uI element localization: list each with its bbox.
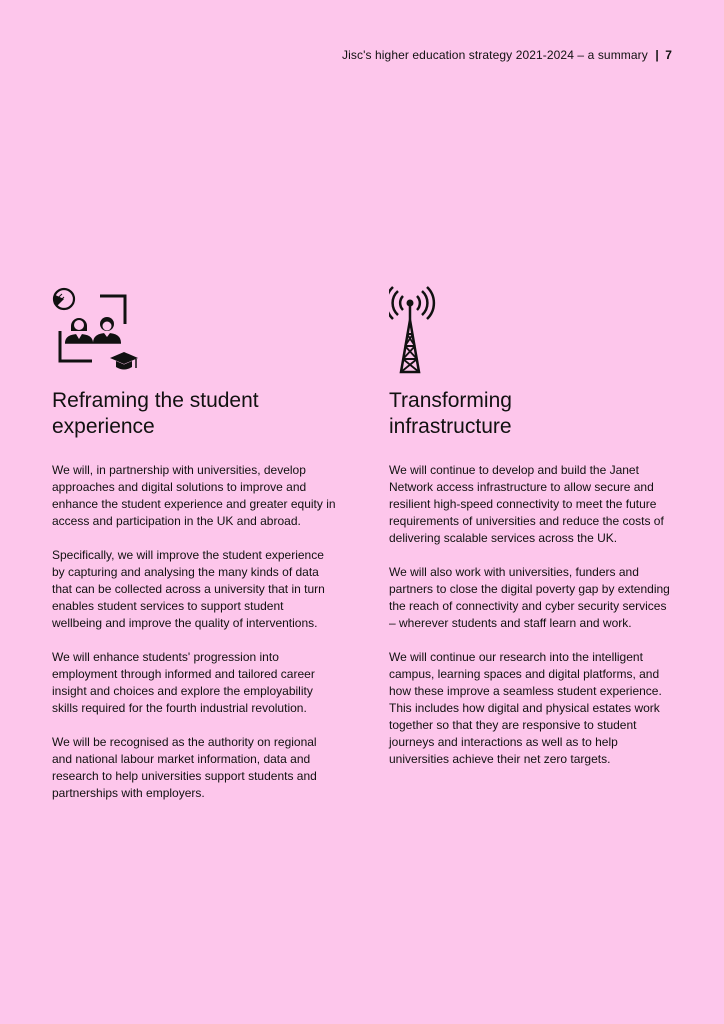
header-separator: | [655, 48, 659, 62]
heading-line-2: infrastructure [389, 415, 512, 438]
heading-line-1: Reframing the student [52, 389, 259, 412]
body-paragraph: We will, in partnership with universities, develop approaches and digital solutions to improve and enhance the student experience and greater equity in access and participation in the UK and abroad. [52, 463, 336, 528]
section-infrastructure [389, 286, 673, 785]
body-paragraph: We will be recognised as the authority on regional and national labour market information, data and research to help universities support students and partnerships with employers. [52, 735, 317, 800]
page-number: 7 [665, 48, 672, 62]
body-paragraph: We will continue our research into the intelligent campus, learning spaces and digital platforms, and how these improve a seamless student experience. This includes how digital and physical estates work together so that they are responsive to student journeys and interactions as well as to help universities achieve their net zero targets. [389, 650, 662, 766]
body-paragraph: Specifically, we will improve the student experience by capturing and analysing the many kinds of data that can be collected across a university that in turn enables student services to support student wellbeing and improve the quality of interventions. [52, 548, 325, 630]
section-heading [389, 388, 673, 440]
running-header [342, 48, 672, 62]
running-title: Jisc's higher education strategy 2021-2024 – a summary [342, 48, 648, 62]
transmission-tower-icon [389, 286, 673, 388]
section-student-experience [52, 286, 336, 819]
body-paragraph: We will also work with universities, funders and partners to close the digital poverty gap by extending the reach of connectivity and cyber security services – wherever students and staff learn and work. [389, 565, 670, 630]
section-heading [52, 388, 336, 440]
student-experience-icon [52, 286, 336, 388]
body-paragraph: We will enhance students' progression into employment through informed and tailored career insight and choices and explore the employability skills required for the fourth industrial revolution. [52, 650, 315, 715]
body-paragraph: We will continue to develop and build the Janet Network access infrastructure to allow secure and resilient high-speed connectivity to meet the future requirements of universities and reduce the costs of delivering scalable services across the UK. [389, 463, 664, 545]
heading-line-2: experience [52, 415, 155, 438]
heading-line-1: Transforming [389, 389, 512, 412]
